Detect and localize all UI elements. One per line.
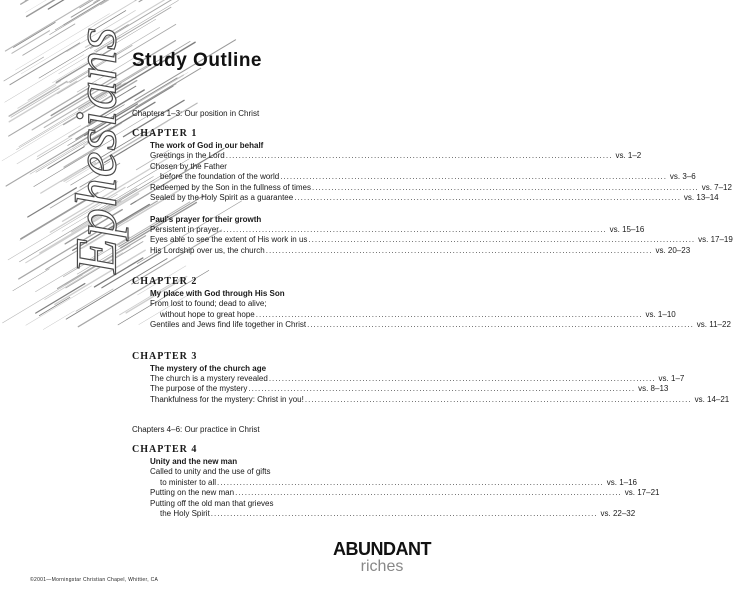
entry-text: Eyes able to see the extent of His work in us: [150, 235, 308, 244]
chapter: CHAPTER 3: [132, 350, 198, 362]
entry-text: Redeemed by the Son in the fullness of times: [150, 182, 311, 192]
entry-text: His Lordship over us, the church: [150, 245, 265, 255]
outline-entry: [132, 224, 645, 236]
section-heading: Chapters 1–3: Our position in Christ: [132, 109, 260, 118]
entry-text: without hope to great hope: [160, 309, 255, 319]
dot-leader: ........................................................................................................................: [304, 394, 692, 404]
verse-reference: vs. 17–19: [698, 235, 733, 244]
verse-reference: vs. 11–22: [696, 320, 731, 329]
dot-leader: ........................................................................................................................: [255, 309, 643, 319]
outline-entry: [132, 299, 368, 310]
copyright-footer: ©2001—Morningstar Christian Chapel, Whittier, CA: [30, 577, 159, 583]
streak-line: [71, 0, 123, 17]
outline-entry: [132, 499, 368, 510]
streak-line: [3, 275, 83, 323]
dot-leader: ........................................................................................................................: [311, 182, 699, 192]
verse-reference: vs. 17–21: [624, 488, 660, 497]
streak-line: [13, 22, 55, 47]
verse-reference: vs. 14–21: [694, 394, 730, 404]
logo-wordmark-bottom: riches: [360, 558, 404, 575]
entry-text: Gentiles and Jews find life together in Christ: [150, 320, 307, 329]
entry-text: Chosen by the Father: [150, 161, 227, 171]
dot-leader: ........................................................................................................................: [268, 373, 656, 383]
verse-reference: vs. 20–23: [655, 245, 691, 255]
outline-entry: [132, 394, 730, 406]
entry-text: Thankfulness for the mystery: Christ in you!: [150, 394, 304, 404]
outline-entry: [132, 320, 731, 331]
entry-text: the Holy Spirit: [160, 509, 210, 518]
verse-reference: vs. 8–13: [638, 384, 669, 393]
group-title: The mystery of the church age: [150, 363, 267, 373]
entry-text: Called to unity and the use of gifts: [150, 467, 271, 476]
entry-text: Persistent in prayer: [150, 224, 219, 234]
outline-entry: [132, 235, 733, 246]
dot-leader: ........................................................................................................................: [294, 193, 681, 202]
group-title: The work of God in our behalf: [150, 141, 264, 150]
entry-text: The church is a mystery revealed: [150, 373, 268, 383]
dot-leader: ........................................................................................................................: [280, 172, 667, 181]
dot-leader: ........................................................................................................................: [235, 488, 622, 497]
entry-text: Putting on the new man: [150, 488, 235, 497]
streak-line: [4, 57, 44, 81]
dot-leader: ........................................................................................................................: [248, 384, 636, 393]
book-title-banner: [22, 0, 129, 318]
outline-entry: [132, 309, 676, 321]
streak-line: [39, 297, 70, 315]
dot-leader: ........................................................................................................................: [308, 235, 696, 244]
outline-entry: [132, 488, 660, 499]
streak-line: [76, 289, 113, 311]
chapter: CHAPTER 4: [132, 444, 198, 455]
outline-entry: [132, 509, 636, 520]
streak-line: [12, 31, 50, 54]
dot-leader: ........................................................................................................................: [225, 151, 613, 160]
dot-leader: ........................................................................................................................: [265, 245, 653, 255]
entry-text: The purpose of the mystery: [150, 384, 248, 393]
entry-text: From lost to found; dead to alive;: [150, 299, 267, 308]
dot-leader: ........................................................................................................................: [217, 477, 604, 487]
entry-text: Sealed by the Holy Spirit as a guarantee: [150, 193, 294, 202]
outline-entry: [132, 245, 691, 257]
page-title: Study Outline: [132, 50, 262, 71]
outline-entry: [132, 373, 685, 385]
outline-entry: [132, 162, 368, 173]
chapter: CHAPTER 1: [132, 128, 198, 139]
outline-entry: [132, 151, 642, 162]
logo-wordmark-top: ABUNDANT: [333, 539, 431, 559]
verse-reference: vs. 1–16: [606, 477, 637, 487]
outline-entry: [132, 477, 637, 489]
verse-reference: vs. 3–6: [669, 172, 696, 181]
outline-entry: [132, 182, 732, 194]
entry-text: before the foundation of the world: [160, 172, 280, 181]
verse-reference: vs. 13–14: [683, 193, 719, 202]
verse-reference: vs. 7–12: [701, 182, 732, 192]
entry-text: Putting off the old man that grieves: [150, 498, 274, 508]
dot-leader: ........................................................................................................................: [307, 320, 694, 329]
study-outline: [132, 98, 733, 520]
chapter: CHAPTER 2: [132, 276, 198, 287]
outline-entry: [132, 172, 696, 183]
outline-entry: [132, 467, 368, 478]
verse-reference: vs. 1–7: [658, 373, 685, 383]
verse-reference: vs. 15–16: [609, 224, 645, 234]
verse-reference: vs. 1–10: [645, 309, 676, 319]
outline-entry: [132, 193, 719, 204]
verse-reference: vs. 22–32: [600, 509, 636, 518]
abundant-riches-logo: [326, 540, 438, 574]
entry-text: to minister to all: [160, 477, 217, 487]
streak-line: [43, 311, 74, 330]
group-title: Paul's prayer for their growth: [150, 214, 262, 224]
group-title: My place with God through His Son: [150, 289, 285, 298]
streak-line: [11, 88, 59, 117]
book-title: Ephesians: [63, 26, 129, 274]
group-title: Unity and the new man: [150, 457, 238, 466]
dot-leader: ........................................................................................................................: [210, 509, 598, 518]
section-heading: Chapters 4–6: Our practice in Christ: [132, 425, 260, 434]
outline-entry: [132, 384, 669, 395]
dot-leader: ........................................................................................................................: [219, 224, 607, 234]
verse-reference: vs. 1–2: [615, 151, 642, 160]
entry-text: Greetings in the Lord: [150, 151, 225, 160]
